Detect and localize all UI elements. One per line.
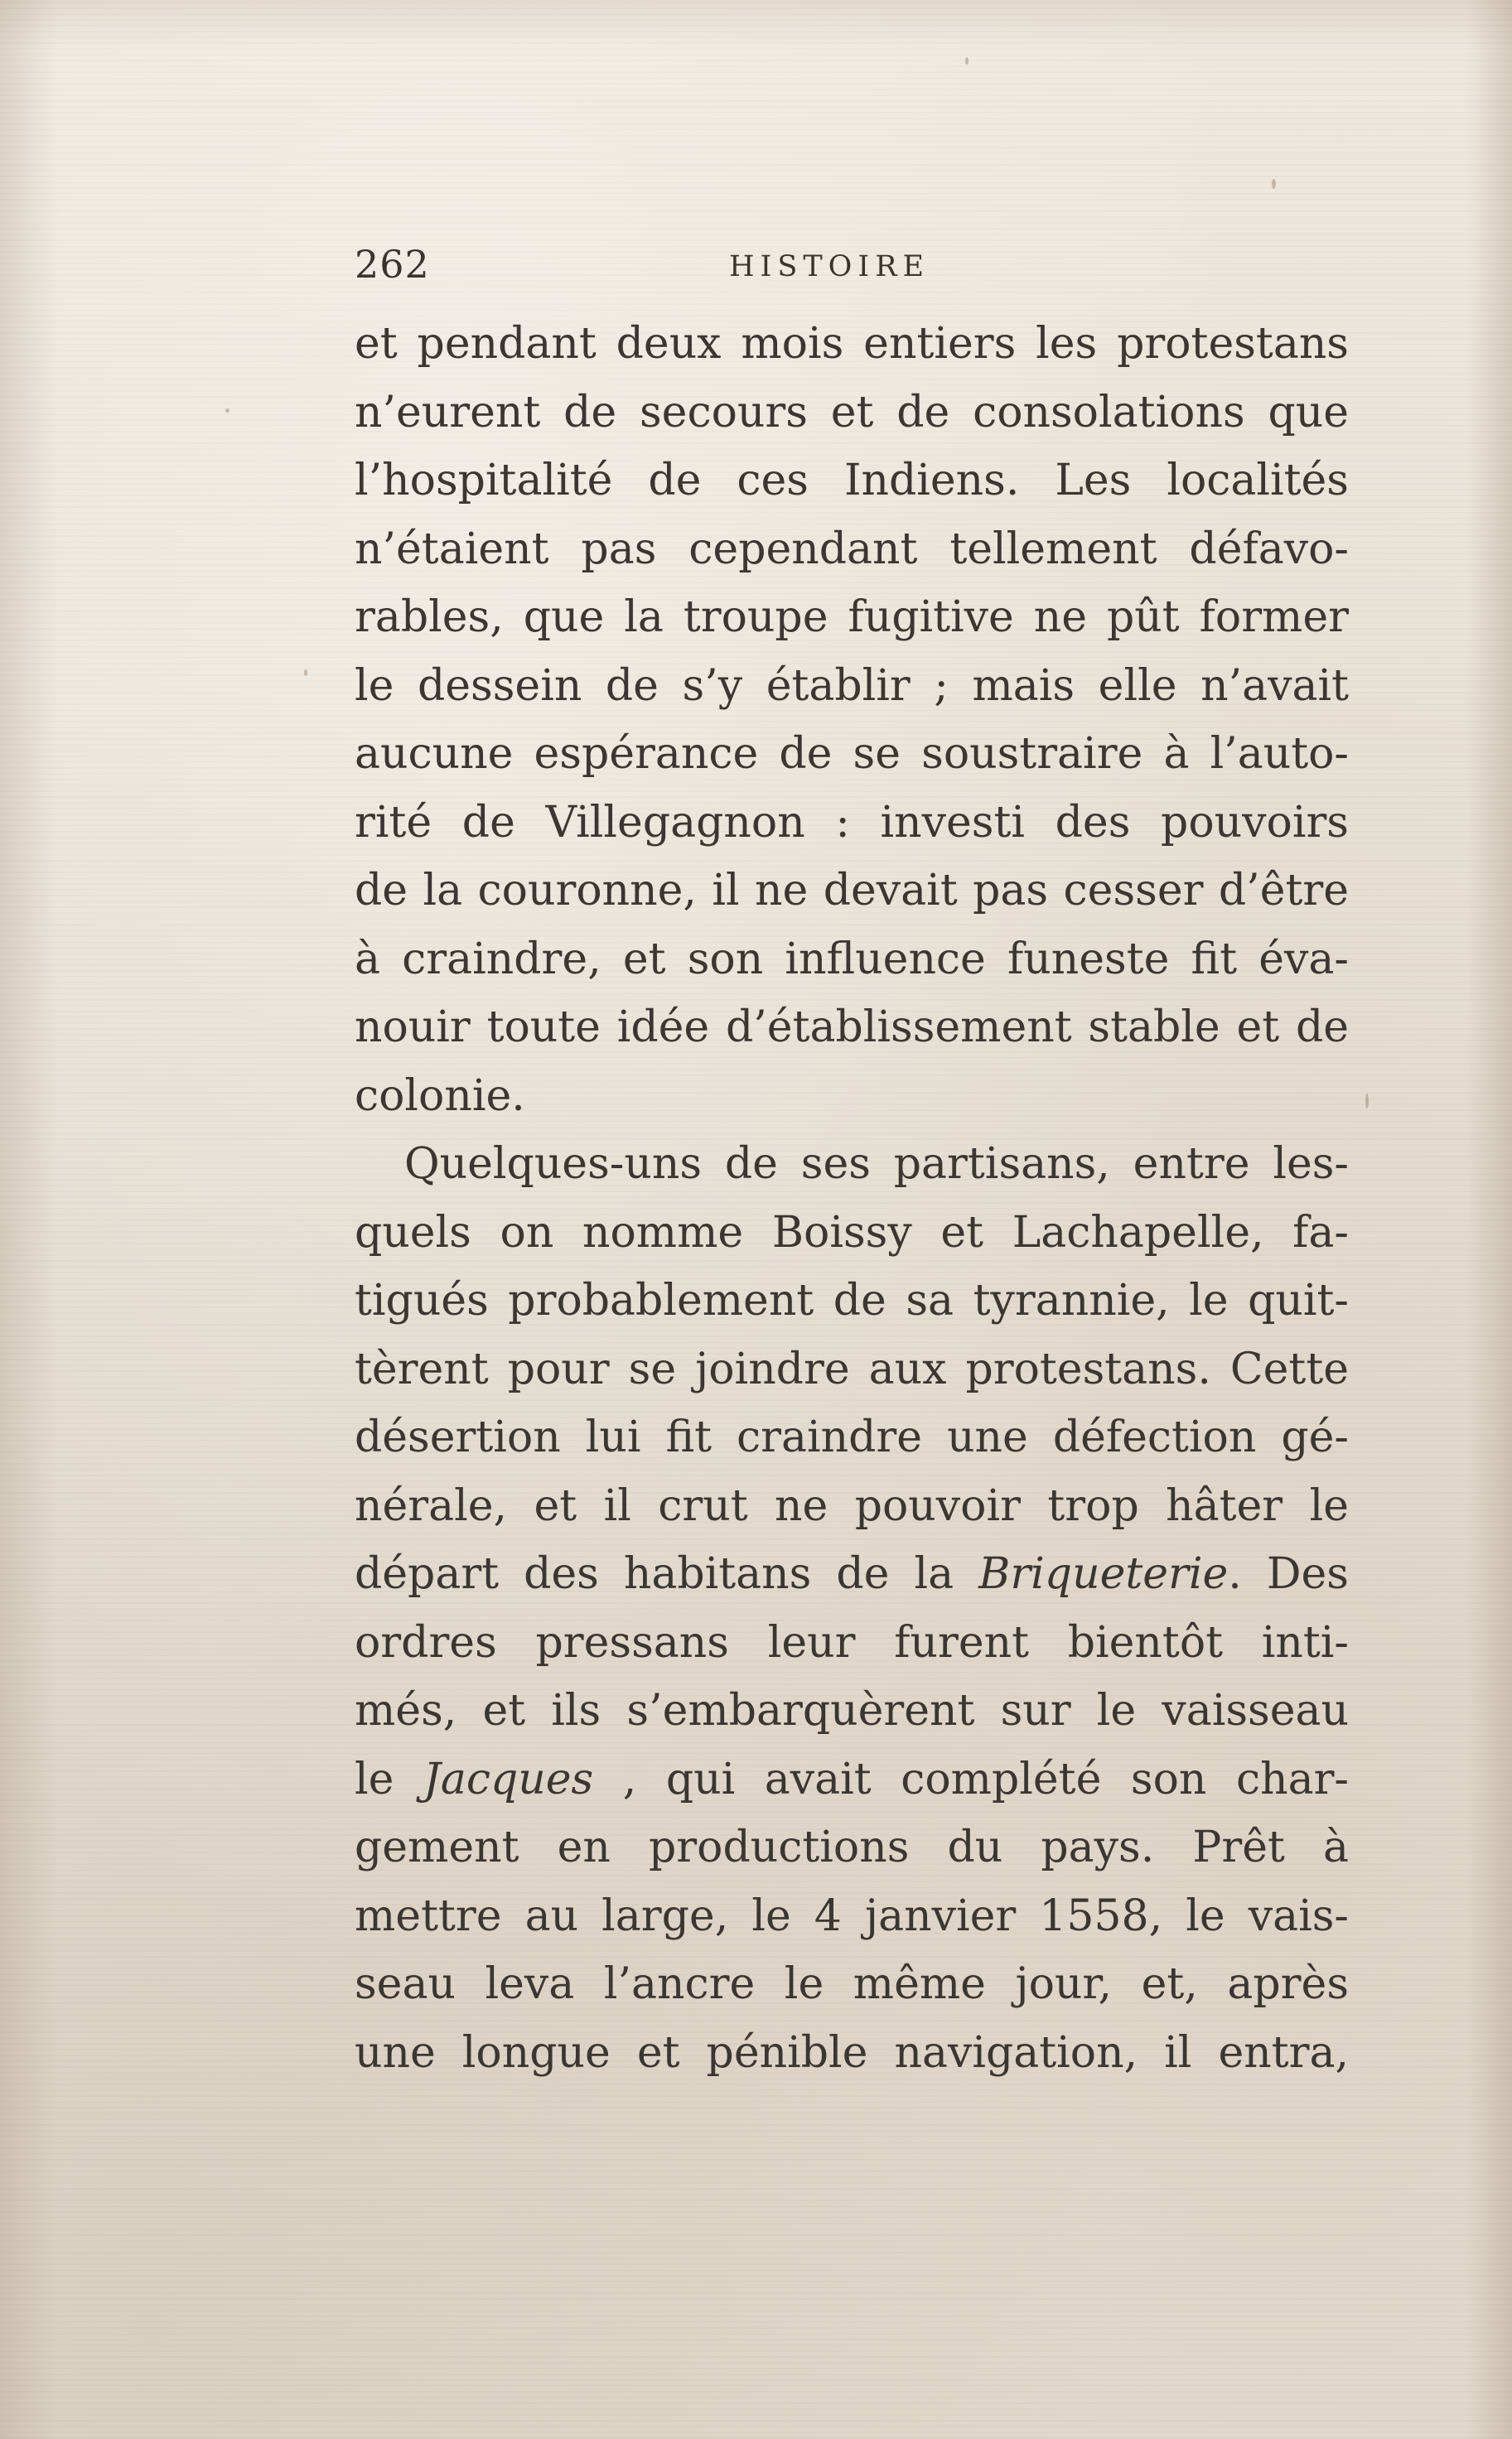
text-fragment: . Des (1228, 1549, 1349, 1599)
text-line: de la couronne, il ne devait pas cesser d’être (355, 866, 1349, 915)
text-line: ordres pressans leur furent bientôt inti- (355, 1617, 1349, 1668)
text-line: à craindre, et son influence funeste fit éva- (355, 934, 1349, 984)
left-paper-shadow (0, 0, 58, 2439)
text-line: Quelques-uns de ses partisans, entre les- (404, 1139, 1349, 1189)
italic-text: Jacques (423, 1754, 594, 1804)
text-line: aucune espérance de se soustraire à l’auto- (355, 729, 1349, 779)
top-paper-shadow (0, 0, 1512, 50)
paper-spot (965, 57, 969, 65)
text-line: quels on nomme Boissy et Lachapelle, fa- (355, 1207, 1349, 1258)
text-line: nérale, et il crut ne pouvoir trop hâter le (355, 1480, 1349, 1531)
text-line: tigués probablement de sa tyrannie, le quit- (355, 1276, 1349, 1326)
text-line (355, 1746, 1349, 1814)
running-title: HISTOIRE (729, 250, 930, 283)
text-line: més, et ils s’embarquèrent sur le vaisseau (355, 1686, 1349, 1736)
paper-spot (1272, 179, 1276, 189)
text-line: n’étaient pas cependant tellement défavo- (355, 524, 1349, 574)
text-line: rité de Villegagnon : investi des pouvoirs (355, 797, 1349, 848)
text-line: le dessein de s’y établir ; mais elle n’avait (355, 660, 1349, 711)
text-fragment: , qui avait complété son char- (593, 1754, 1349, 1804)
text-line (355, 1540, 1349, 1609)
body-text (355, 310, 1349, 2087)
text-line: l’hospitalité de ces Indiens. Les localités (355, 456, 1349, 505)
text-line: une longue et pénible navigation, il entra, (355, 2027, 1349, 2078)
paper-spot (1365, 1094, 1369, 1108)
text-line: et pendant deux mois entiers les protestans (355, 319, 1349, 369)
text-line: nouir toute idée d’établissement stable et de (355, 1002, 1349, 1052)
text-fragment: le (355, 1754, 423, 1804)
italic-text: Briqueterie (978, 1549, 1229, 1599)
text-line: n’eurent de secours et de consolations que (355, 387, 1349, 437)
paper-spot (304, 669, 307, 676)
right-paper-shadow (1466, 0, 1512, 2439)
paper-spot (225, 408, 229, 413)
text-line: tèrent pour se joindre aux protestans. Cette (355, 1344, 1349, 1394)
text-fragment: départ des habitans de la (355, 1549, 979, 1599)
text-line: gement en productions du pays. Prêt à (355, 1823, 1349, 1872)
page-number: 262 (355, 242, 430, 287)
page-header (355, 242, 1349, 292)
text-line: désertion lui fit craindre une défection gé- (355, 1413, 1349, 1462)
text-line: rables, que la troupe fugitive ne pût former (355, 592, 1349, 642)
text-line: seau leva l’ancre le même jour, et, après (355, 1959, 1349, 2009)
text-line: colonie. (355, 1070, 525, 1121)
text-line: mettre au large, le 4 janvier 1558, le vais- (355, 1891, 1349, 1941)
